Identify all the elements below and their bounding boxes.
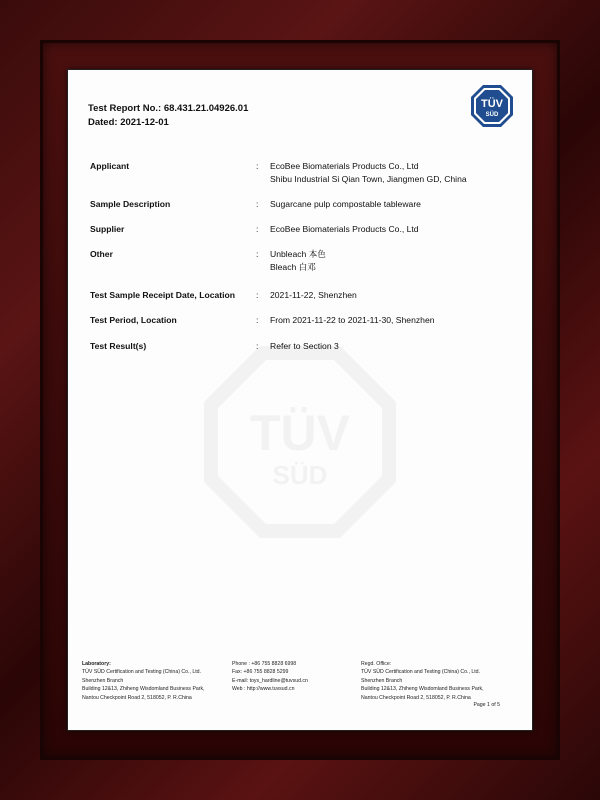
field-label: Other (90, 249, 113, 259)
field-value-line: From 2021-11-22 to 2021-11-30, Shenzhen (270, 315, 435, 325)
field-value-line: Shibu Industrial Si Qian Town, Jiangmen GD, China (270, 174, 467, 184)
field-value-line: Sugarcane pulp compostable tableware (270, 199, 421, 209)
certificate-page (68, 70, 532, 730)
footer-line: TÜV SÜD Certification and Testing (China) Co., Ltd. (361, 669, 480, 676)
footer-contact (232, 660, 308, 694)
field-separator: : (256, 249, 259, 259)
footer-line: Nantou Checkpoint Road 2, 518052, P. R.China (361, 694, 471, 701)
footer-office (361, 660, 484, 702)
footer-line: Shenzhen Branch (82, 677, 124, 684)
field-separator: : (256, 341, 259, 351)
footer-line: Building 12&13, Zhiheng Wisdomland Business Park, (82, 686, 205, 693)
footer-line: Phone : +86 755 8828 6998 (232, 661, 297, 667)
field-label: Sample Description (90, 199, 171, 209)
footer-line: Regd. Office: (361, 661, 392, 667)
field-value-line: EcoBee Biomaterials Products Co., Ltd (270, 161, 419, 171)
field-value-line: EcoBee Biomaterials Products Co., Ltd (270, 224, 419, 234)
report-number: Test Report No.: 68.431.21.04926.01 (88, 103, 249, 114)
report-date: Dated: 2021-12-01 (88, 117, 169, 128)
footer-line: TÜV SÜD Certification and Testing (China) Co., Ltd. (82, 669, 201, 676)
field-label: Test Result(s) (90, 341, 147, 351)
footer-line: Shenzhen Branch (361, 677, 403, 684)
logo-subtext: SÜD (485, 112, 499, 118)
page-number: Page 1 of 5 (473, 702, 500, 708)
footer-line: Laboratory: (82, 661, 111, 667)
footer-line: Web : http://www.tuvsud.cn (232, 686, 295, 693)
field-separator: : (256, 290, 259, 300)
footer-line: Building 12&13, Zhiheng Wisdomland Business Park, (361, 686, 484, 693)
field-value-line: Bleach 白邓 (270, 262, 316, 272)
report-header (88, 102, 248, 130)
field-separator: : (256, 315, 259, 325)
field-value (270, 340, 520, 353)
tuv-sud-logo-icon (470, 84, 514, 128)
field-label: Applicant (90, 161, 130, 171)
field-value-line: Refer to Section 3 (270, 341, 339, 351)
footer-line: Fax: +86 755 8828 5299 (232, 669, 289, 676)
field-label: Supplier (90, 224, 125, 234)
field-value (270, 248, 520, 274)
field-value (270, 198, 520, 211)
watermark-text: TÜV (250, 405, 350, 461)
field-separator: : (256, 161, 259, 171)
field-value (270, 289, 520, 302)
field-label: Test Period, Location (90, 315, 177, 325)
field-value (270, 223, 520, 236)
field-value (270, 160, 520, 186)
footer-line: E-mail: toys_hardline@tuvsud.cn (232, 677, 308, 684)
tuv-sud-watermark-icon (200, 342, 400, 542)
footer-laboratory (82, 660, 205, 702)
field-label: Test Sample Receipt Date, Location (90, 290, 236, 300)
field-separator: : (256, 199, 259, 209)
field-value-line: Unbleach 本色 (270, 249, 326, 259)
field-value (270, 314, 520, 327)
footer-line: Nantou Checkpoint Road 2, 518052, P. R.China (82, 694, 192, 701)
watermark-subtext: SÜD (272, 460, 328, 490)
field-separator: : (256, 224, 259, 234)
logo-text: TÜV (481, 98, 503, 110)
field-value-line: 2021-11-22, Shenzhen (270, 290, 357, 300)
